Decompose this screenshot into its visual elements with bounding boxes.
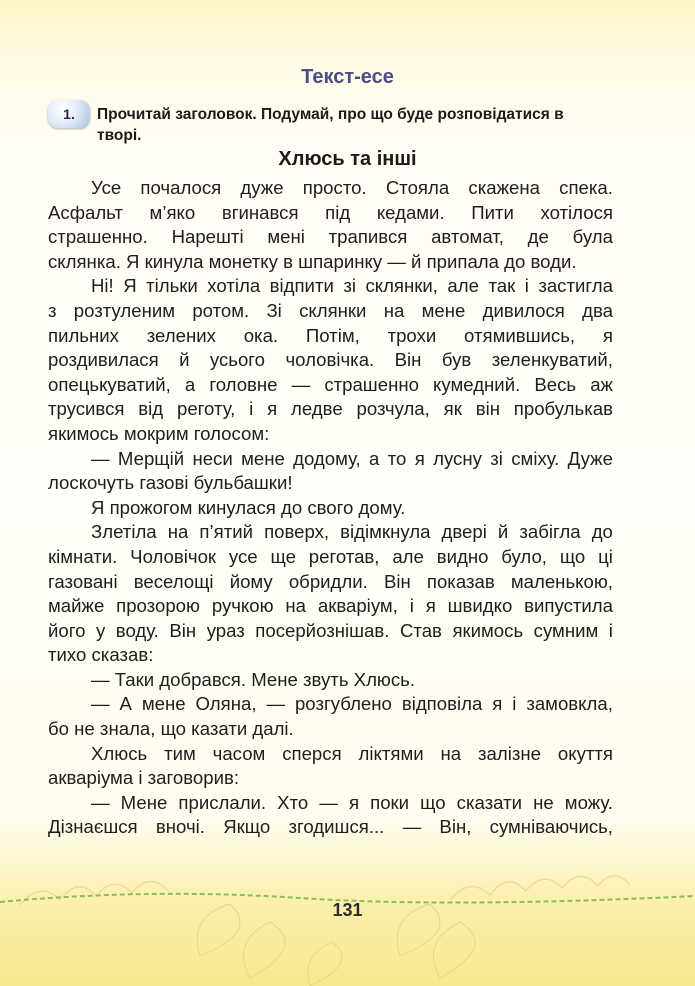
- story-line: газовані веселощі йому обридли. Він показав маленькою,: [48, 570, 613, 592]
- story-line: якимось мокрим голосом:: [48, 422, 270, 444]
- task-number-badge: [48, 100, 90, 128]
- task-instruction-line: Прочитай заголовок. Подумай, про що буде розповідатися в: [97, 106, 564, 123]
- story-line: Ні! Я тільки хотіла відпити зі склянки, але так і застигла: [91, 275, 613, 297]
- story-title: Хлюсь та інші: [278, 148, 417, 170]
- story-line: Дізнаєшся вночі. Якщо згодишся... — Він, сумніваючись,: [48, 816, 613, 838]
- story-line: роздивилася й усього чоловічка. Він був зеленкуватий,: [48, 349, 613, 371]
- story-line: пильних зелених ока. Потім, трохи отямившись, я: [48, 324, 613, 346]
- task-instruction-line: творі.: [97, 127, 142, 144]
- page-number: 131: [332, 900, 363, 920]
- decorative-leaves-border: [0, 860, 695, 986]
- section-title: Текст-есе: [301, 66, 394, 88]
- story-line: страшенно. Нарешті мені трапився автомат, де була: [48, 226, 613, 248]
- story-line: кімнати. Чоловічок усе ще реготав, але видно було, що ці: [48, 545, 613, 567]
- story-line: — Мерщій неси мене додому, а то я лусну зі сміху. Дуже: [91, 447, 613, 469]
- story-body: [48, 176, 613, 840]
- story-line: — Мене прислали. Хто — я поки що сказати не можу.: [91, 791, 613, 813]
- story-line: тихо сказав:: [48, 644, 154, 666]
- story-line: — А мене Оляна, — розгублено відповіла я і замовкла,: [91, 693, 613, 715]
- story-line: склянка. Я кинула монетку в шпаринку — й припала до води.: [48, 250, 577, 272]
- story-line: Хлюсь тим часом сперся ліктями на залізне окуття: [91, 742, 613, 764]
- story-line: трусився від реготу, і я ледве розчула, як він пробулькав: [48, 398, 613, 420]
- task-number: 1.: [63, 106, 75, 122]
- story-line: лоскочуть газові бульбашки!: [48, 472, 293, 494]
- story-line: з розтуленим ротом. Зі склянки на мене дивилося два: [48, 299, 613, 321]
- story-line: майже прозорою ручкою на акваріум, і я швидко випустила: [48, 595, 613, 617]
- story-line: Злетіла на п’ятий поверх, відімкнула двері й забігла до: [91, 521, 613, 543]
- story-line: — Таки добрався. Мене звуть Хлюсь.: [91, 668, 416, 690]
- story-line: Я прожогом кинулася до свого дому.: [91, 496, 406, 518]
- story-line: його у воду. Він ураз посерйознішав. Став якимось сумним і: [48, 619, 613, 641]
- task-instruction: [97, 104, 617, 146]
- story-line: опецькуватий, а головне — страшенно кумедний. Весь аж: [48, 373, 613, 395]
- story-line: акваріума і заговорив:: [48, 767, 239, 789]
- story-line: бо не знала, що казати далі.: [48, 718, 294, 740]
- story-line: Усе почалося дуже просто. Стояла скажена спека.: [91, 177, 613, 198]
- story-line: Асфальт м’яко вгинався під кедами. Пити хотілося: [48, 201, 613, 223]
